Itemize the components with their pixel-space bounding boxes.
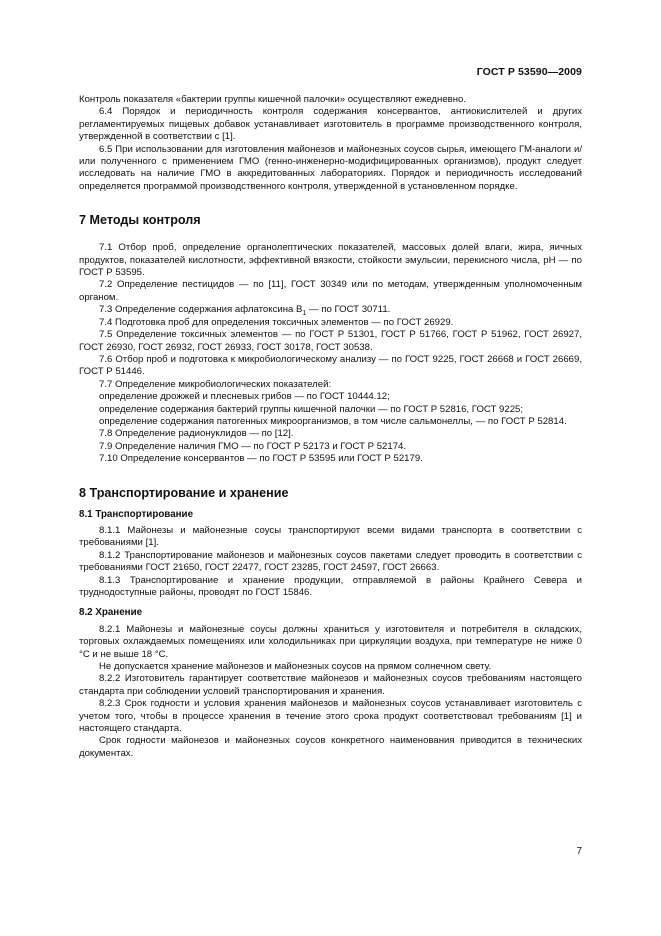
clause-8-2-1: 8.2.1 Майонезы и майонезные соусы должны храниться у изготовителя и потребителя в складских, торговых охлаждаемых помещениях или холодильниках при циркуляции воздуха, при температуре не ниже 0 °С и не выше 18 °С. (79, 623, 582, 660)
clause-7-7-item-2: определение содержания бактерий группы кишечной палочки — по ГОСТ Р 52816, ГОСТ 9225; (99, 403, 524, 415)
intro-paragraph-3: 6.5 При использовании для изготовления майонезов и майонезных соусов сырья, имеющего ГМ-аналоги и/или полученного с применением ГМО (генно-инженерно-модифицированных организмов), продукт следует исследовать на наличие ГМО в аккредитованных лабораториях. Порядок и периодичность исследований определяется программой производственного контроля, утвержденной в установленном порядке. (79, 143, 582, 192)
clause-7-3-subscript: 1 (302, 310, 307, 318)
clause-8-1-2: 8.1.2 Транспортирование майонезов и майонезных соусов пакетами следует проводить в соответствии с требованиями ГОСТ 21650, ГОСТ 22477, ГОСТ 23285, ГОСТ 24597, ГОСТ 26663. (79, 549, 582, 574)
intro-paragraph-1: Контроль показателя «бактерии группы кишечной палочки» осуществляют ежедневно. (79, 94, 467, 105)
clause-7-1: 7.1 Отбор проб, определение органолептических показателей, массовых долей влаги, жира, яичных продуктов, показателей кислотности, эффективной вязкости, стойкости эмульсии, перекисного числа, pH — по ГОСТ Р 53595. (79, 242, 582, 279)
clause-7-8: 7.8 Определение радионуклидов — по [12]. (99, 428, 294, 440)
clause-8-2-3: 8.2.3 Срок годности и условия хранения майонезов и майонезных соусов устанавливает изготовитель с учетом того, чтобы в процессе хранения в течение этого срока продукт соответствовал требованиям [1] и настоящего стандарта. (79, 698, 582, 735)
section-7-heading: 7 Методы контроля (79, 213, 201, 228)
clause-7-9: 7.9 Определение наличия ГМО — по ГОСТ Р 52173 и ГОСТ Р 52174. (99, 440, 407, 452)
page-content (79, 94, 582, 760)
subsection-8-2-heading: 8.2 Хранение (79, 607, 143, 619)
clause-7-3-tail: — по ГОСТ 30711. (306, 304, 391, 316)
subsection-8-1-heading: 8.1 Транспортирование (79, 508, 194, 520)
clause-7-7-item-3: определение содержания патогенных микроорганизмов, в том числе сальмонеллы, — по ГОСТ Р 52814. (99, 415, 567, 427)
section-8-heading: 8 Транспортирование и хранение (79, 485, 289, 500)
clause-7-3-text: 7.3 Определение содержания афлатоксина B (99, 304, 303, 316)
clause-7-4: 7.4 Подготовка проб для определения токсичных элементов — по ГОСТ 26929. (99, 316, 454, 328)
clause-8-2-2: 8.2.2 Изготовитель гарантирует соответствие майонезов и майонезных соусов требованиям настоящего стандарта при соблюдении условий транспортирования и хранения. (79, 673, 582, 697)
intro-paragraph-2: 6.4 Порядок и периодичность контроля содержания консервантов, антиокислителей и других регламентируемых пищевых добавок устанавливает изготовитель в программе производственного контроля, утвержденной в соответствии с [1]. (79, 106, 582, 143)
clause-7-10: 7.10 Определение консервантов — по ГОСТ Р 53595 или ГОСТ Р 52179. (99, 453, 423, 465)
clause-8-1-1: 8.1.1 Майонезы и майонезные соусы транспортируют всеми видами транспорта в соответствии с требованиями [1]. (79, 524, 582, 549)
page-number: 7 (576, 846, 582, 857)
clause-7-5: 7.5 Определение токсичных элементов — по ГОСТ Р 51301, ГОСТ Р 51766, ГОСТ Р 51962, ГОСТ 26927, ГОСТ 26930, ГОСТ 26932, ГОСТ 26933, ГОСТ 30178, ГОСТ 30538. (79, 329, 582, 353)
clause-7-3 (79, 304, 582, 316)
standard-code-header: ГОСТ Р 53590—2009 (476, 66, 582, 78)
clause-8-1-3: 8.1.3 Транспортирование и хранение продукции, отправляемой в районы Крайнего Севера и труднодоступные районы, проводят по ГОСТ 15846. (79, 574, 582, 598)
clause-7-2: 7.2 Определение пестицидов — по [11], ГОСТ 30349 или по методам, утвержденным уполномоченным органом. (79, 279, 582, 303)
clause-7-7-item-1: определение дрожжей и плесневых грибов — по ГОСТ 10444.12; (99, 391, 390, 403)
clause-8-2-1-note: Не допускается хранение майонезов и майонезных соусов на прямом солнечном свету. (99, 661, 492, 673)
clause-8-2-3-note: Срок годности майонезов и майонезных соусов конкретного наименования приводится в технических документах. (79, 735, 582, 759)
clause-7-6: 7.6 Отбор проб и подготовка к микробиологическому анализу — по ГОСТ 9225, ГОСТ 26668 и ГОСТ 26669, ГОСТ Р 51446. (79, 353, 582, 378)
clause-7-7: 7.7 Определение микробиологических показателей: (99, 378, 332, 390)
